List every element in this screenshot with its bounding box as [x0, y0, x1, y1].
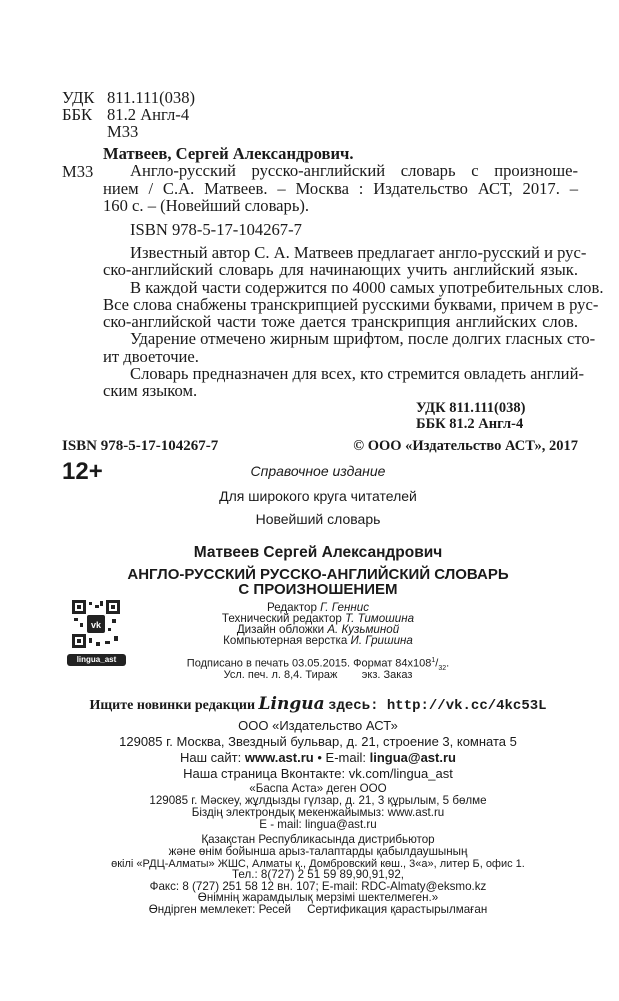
isbn-bold: ISBN 978-5-17-104267-7 [62, 438, 219, 454]
credit-tech-editor: Технический редактор Т. Тимошина [221, 612, 415, 625]
kz-line: «Баспа Аста» деген ООО [249, 782, 387, 795]
udk-value: 811.111(038) [107, 88, 196, 107]
kz-line: 129085 г. Мәскеу, жұлдызды гүлзар, д. 21, 3 құрылым, 5 бөлме [149, 794, 487, 807]
edition-audience: Для широкого круга читателей [219, 488, 417, 504]
kz-line: Факс: 8 (727) 251 58 12 вн. 107; E-mail: RDC-Almaty@eksmo.kz [149, 880, 487, 893]
citation-author: Матвеев, Сергей Александрович. [103, 144, 354, 163]
udk-label: УДК [62, 88, 95, 107]
edition-series: Новейший словарь [255, 511, 381, 527]
annotation-line: Ударение отмечено жирным шрифтом, после долгих гласных сто- [130, 329, 596, 348]
citation-mark: М33 [62, 162, 94, 181]
annotation-line: Все слова снабжены транскрипцией русскими буквами, причем в рус- [103, 295, 599, 314]
print-info-line: Подписано в печать 03.05.2015. Формат $84x108^1/_{32}$. [186, 657, 450, 672]
age-rating: 12+ [62, 458, 103, 485]
publisher-name: ООО «Издательство АСТ» [238, 718, 398, 733]
annotation-line: ско-английский словарь для начинающих учить английский язык. [103, 260, 578, 279]
citation-line: нием / С.А. Матвеев. – Москва : Издательство АСТ, 2017. – [103, 179, 578, 198]
author-full: Матвеев Сергей Александрович [193, 544, 443, 561]
publisher-address: 129085 г. Москва, Звездный бульвар, д. 21, строение 3, комната 5 [119, 734, 517, 749]
site-link[interactable]: www.ast.ru [244, 750, 314, 765]
annotation-line: В каждой части содержится по 4000 самых употребительных слов. [130, 278, 604, 297]
kz-line: Өнімнің жарамдылық мерзімі шектелмеген.» [197, 891, 439, 904]
bottom-udk: УДК 811.111(038) [416, 400, 526, 416]
credit-layout: Компьютерная верстка И. Гришина [223, 634, 413, 647]
book-title: С ПРОИЗНОШЕНИЕМ [238, 581, 398, 598]
copyright: © ООО «Издательство АСТ», 2017 [353, 438, 578, 454]
publisher-contacts: Наш сайт: www.ast.ru • E-mail: lingua@ast.ru [180, 750, 456, 765]
qr-label: lingua_ast [67, 654, 126, 666]
citation-line: 160 с. – (Новейший словарь). [103, 196, 310, 215]
kz-line: Тел.: 8(727) 2 51 59 89,90,91,92, [231, 868, 405, 881]
email-link[interactable]: lingua@ast.ru [369, 750, 456, 765]
author-mark: М33 [107, 122, 139, 141]
kz-line: Біздің электрондық мекенжайымыз: www.ast.ru [191, 806, 445, 819]
citation-line: Англо-русский русско-английский словарь с произноше- [130, 161, 578, 180]
bbk-value: 81.2 Англ-4 [107, 105, 190, 124]
edition-type: Справочное издание [250, 463, 386, 479]
print-run-line: Усл. печ. л. 8,4. Тираж экз. Заказ [223, 669, 413, 681]
kz-line: Өндірген мемлекет: Ресей Сертификация қарастырылмаған [148, 903, 488, 916]
kz-line: Қазақстан Республикасында дистрибьютор [201, 833, 435, 846]
kz-line: өкілі «РДЦ-Алматы» ЖШС, Алматы қ., Домбровский көш., 3«а», литер Б, офис 1. [111, 858, 525, 870]
citation-isbn: ISBN 978-5-17-104267-7 [130, 220, 302, 239]
annotation-line: ско-английской части тоже дается транскрипция английских слов. [103, 312, 578, 331]
publisher-vk: Наша страница Вконтакте: vk.com/lingua_ast [183, 766, 453, 781]
bottom-bbk: ББК 81.2 Англ-4 [416, 416, 524, 432]
credit-editor: Редактор Г. Геннис [267, 601, 369, 614]
bbk-label: ББК [62, 105, 93, 124]
book-title: АНГЛО-РУССКИЙ РУССКО-АНГЛИЙСКИЙ СЛОВАРЬ [127, 566, 509, 583]
kz-line: E - mail: lingua@ast.ru [259, 818, 377, 831]
annotation-line: ит двоеточие. [103, 347, 199, 366]
search-line: Ищите новинки редакции Lingua здесь: http://vk.cc/4kc53L [89, 694, 547, 714]
annotation-line: ским языком. [103, 381, 198, 400]
svg-text:vk: vk [90, 620, 102, 630]
annotation-line: Словарь предназначен для всех, кто стремится овладеть англий- [130, 364, 584, 383]
lingua-logo: Lingua [258, 694, 325, 714]
credit-cover: Дизайн обложки А. Кузьминой [236, 623, 400, 636]
kz-line: және өнім бойынша арыз-талаптарды қабылдаушының [168, 845, 468, 858]
annotation-line: Известный автор С. А. Матвеев предлагает англо-русский и рус- [130, 243, 587, 262]
